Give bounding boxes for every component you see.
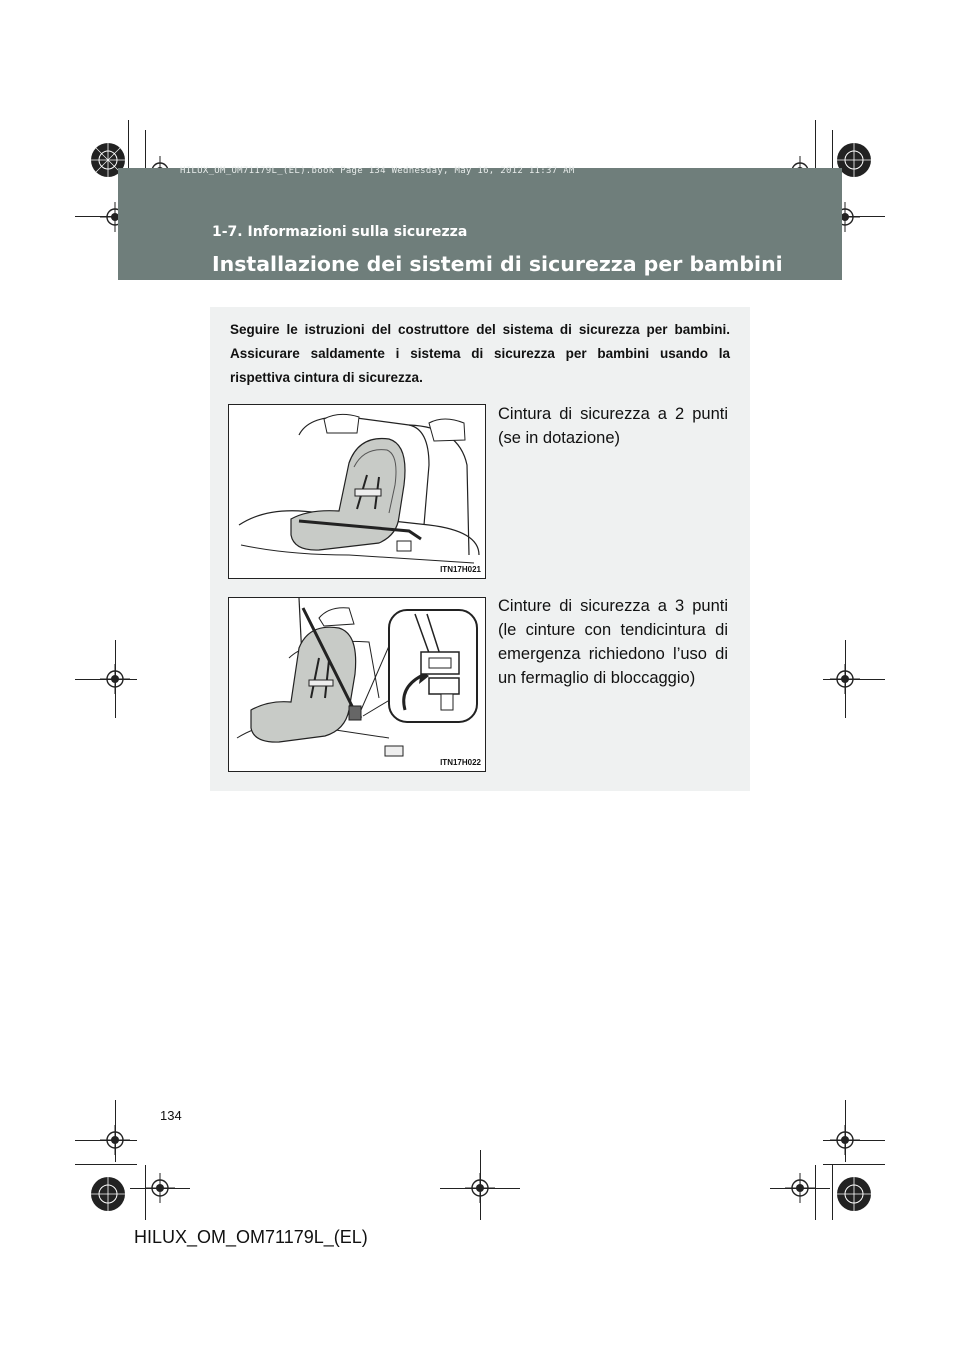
illustration-three-point-belt: [228, 597, 486, 772]
child-seat-two-point-illustration: [229, 405, 485, 578]
page-number: 134: [160, 1108, 182, 1123]
footer-code: HILUX_OM_OM71179L_(EL): [134, 1227, 368, 1247]
caption-two-point-belt: Cintura di sicurezza a 2 punti (se in dotazione): [498, 405, 728, 447]
caption-three-point-belt: Cinture di sicurezza a 3 punti (le cinture con tendicintura di emergenza richiedono l’uso di un fermaglio di bloccaggio): [498, 597, 728, 687]
image-code: ITN17H021: [440, 565, 481, 574]
image-code: ITN17H022: [440, 758, 481, 767]
page-title: Installazione dei sistemi di sicurezza per bambini: [212, 252, 783, 276]
file-stamp: HILUX_OM_OM71179L_(EL).book Page 134 Wednesday, May 16, 2012 11:37 AM: [180, 166, 575, 176]
intro-paragraph: Seguire le istruzioni del costruttore del sistema di sicurezza per bambini. Assicurare saldamente i sistema di sicurezza per bambini usando la rispettiva cintura di sicurezza.: [230, 322, 730, 385]
crop-circle-icon: [834, 1174, 874, 1214]
child-seat-three-point-illustration: [229, 598, 485, 771]
illustration-two-point-belt: [228, 404, 486, 579]
crop-circle-icon: [88, 1174, 128, 1214]
section-label: 1-7. Informazioni sulla sicurezza: [212, 224, 468, 240]
